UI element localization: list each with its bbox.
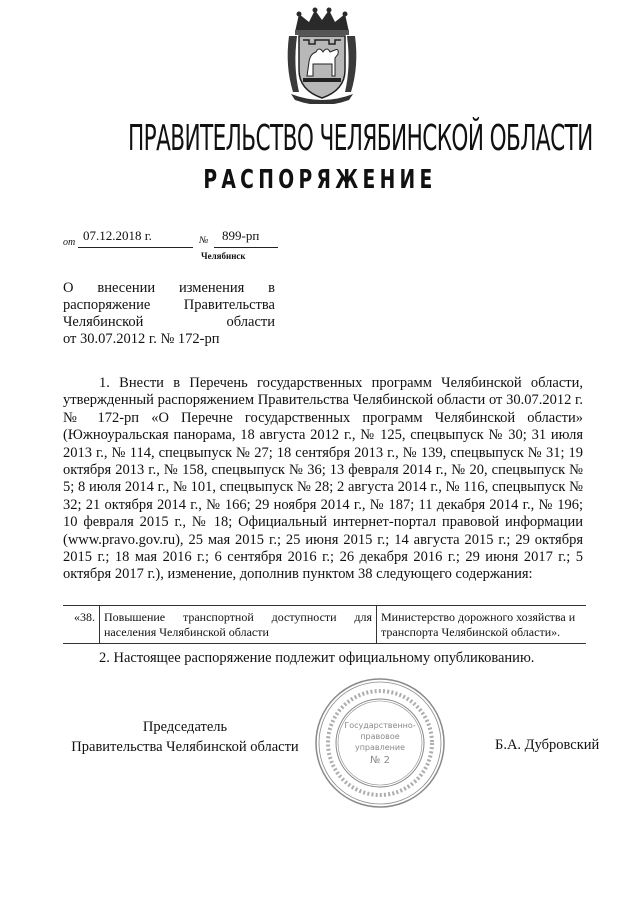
coat-of-arms-emblem bbox=[283, 6, 361, 104]
official-stamp bbox=[313, 676, 447, 810]
table-row bbox=[63, 606, 586, 644]
subject-line: О внесении изменения в bbox=[63, 280, 275, 296]
document-date: 07.12.2018 г. bbox=[83, 228, 152, 243]
organization-title: ПРАВИТЕЛЬСТВО ЧЕЛЯБИНСКОЙ ОБЛАСТИ bbox=[128, 118, 593, 159]
stamp-text: правовое bbox=[360, 732, 400, 741]
number-underline bbox=[214, 247, 278, 248]
number-prefix: № bbox=[199, 235, 209, 246]
city-label: Челябинск bbox=[201, 251, 246, 261]
subject-line: Челябинской области bbox=[63, 314, 275, 330]
signatory-name: Б.А. Дубровский bbox=[495, 737, 600, 753]
date-prefix: от bbox=[63, 237, 76, 248]
body-paragraph-1: 1. Внести в Перечень государственных программ Челябинской области, утвержденный распоряжением Правительства Челябинской области от 30.07.2012 г. № 172-рп «О Перечне государственных программ Челябинской области» (Южноуральская панорама, 18 августа 2012 г., № 125, спецвыпуск № 30; 31 июля 2013 г., № 114, спецвыпуск № 27; 18 сентября 2013 г., № 139, спецвыпуск № 31; 19 октября 2013 г., № 158, спецвыпуск № 36; 13 февраля 2014 г., № 20, спецвыпуск № 5; 8 июля 2014 г., № 101, спецвыпуск № 28; 2 августа 2014 г., № 116, спецвыпуск № 32; 21 октября 2014 г., № 166; 29 ноября 2014 г., № 187; 11 декабря 2014 г., № 196; 10 февраля 2015 г., № 18; Официальный интернет-портал правовой информации (www.pravo.gov.ru), 25 мая 2015 г.; 25 июня 2015 г.; 14 августа 2015 г.; 29 октября 2015 г.; 18 мая 2016 г.; 6 сентября 2016 г.; 26 декабря 2016 г.; 29 июня 2017 г.; 5 октября 2017 г.), изменение, дополнив пунктом 38 следующего содержания: bbox=[63, 375, 583, 583]
stamp-text: № 2 bbox=[370, 755, 390, 766]
stamp-text: Государственно- bbox=[344, 721, 416, 730]
date-underline bbox=[78, 247, 193, 248]
subject-line: распоряжение Правительства bbox=[63, 297, 275, 313]
document-type: РАСПОРЯЖЕНИЕ bbox=[203, 165, 437, 195]
subject-line: от 30.07.2012 г. № 172-рп bbox=[63, 331, 220, 347]
body-paragraph-2: 2. Настоящее распоряжение подлежит официальному опубликованию. bbox=[99, 650, 535, 666]
document-subject bbox=[63, 280, 275, 348]
document-number: 899-рп bbox=[222, 228, 260, 243]
signatory-title: Председатель Правительства Челябинской области bbox=[71, 719, 299, 755]
table-cell-ministry: Министерство дорожного хозяйства и транспорта Челябинской области». bbox=[377, 606, 587, 644]
stamp-text: управление bbox=[354, 743, 406, 752]
table-cell-number: «38. bbox=[63, 606, 100, 644]
inserted-table bbox=[63, 605, 586, 644]
table-cell-program: Повышение транспортной доступности для населения Челябинской области bbox=[100, 606, 377, 644]
